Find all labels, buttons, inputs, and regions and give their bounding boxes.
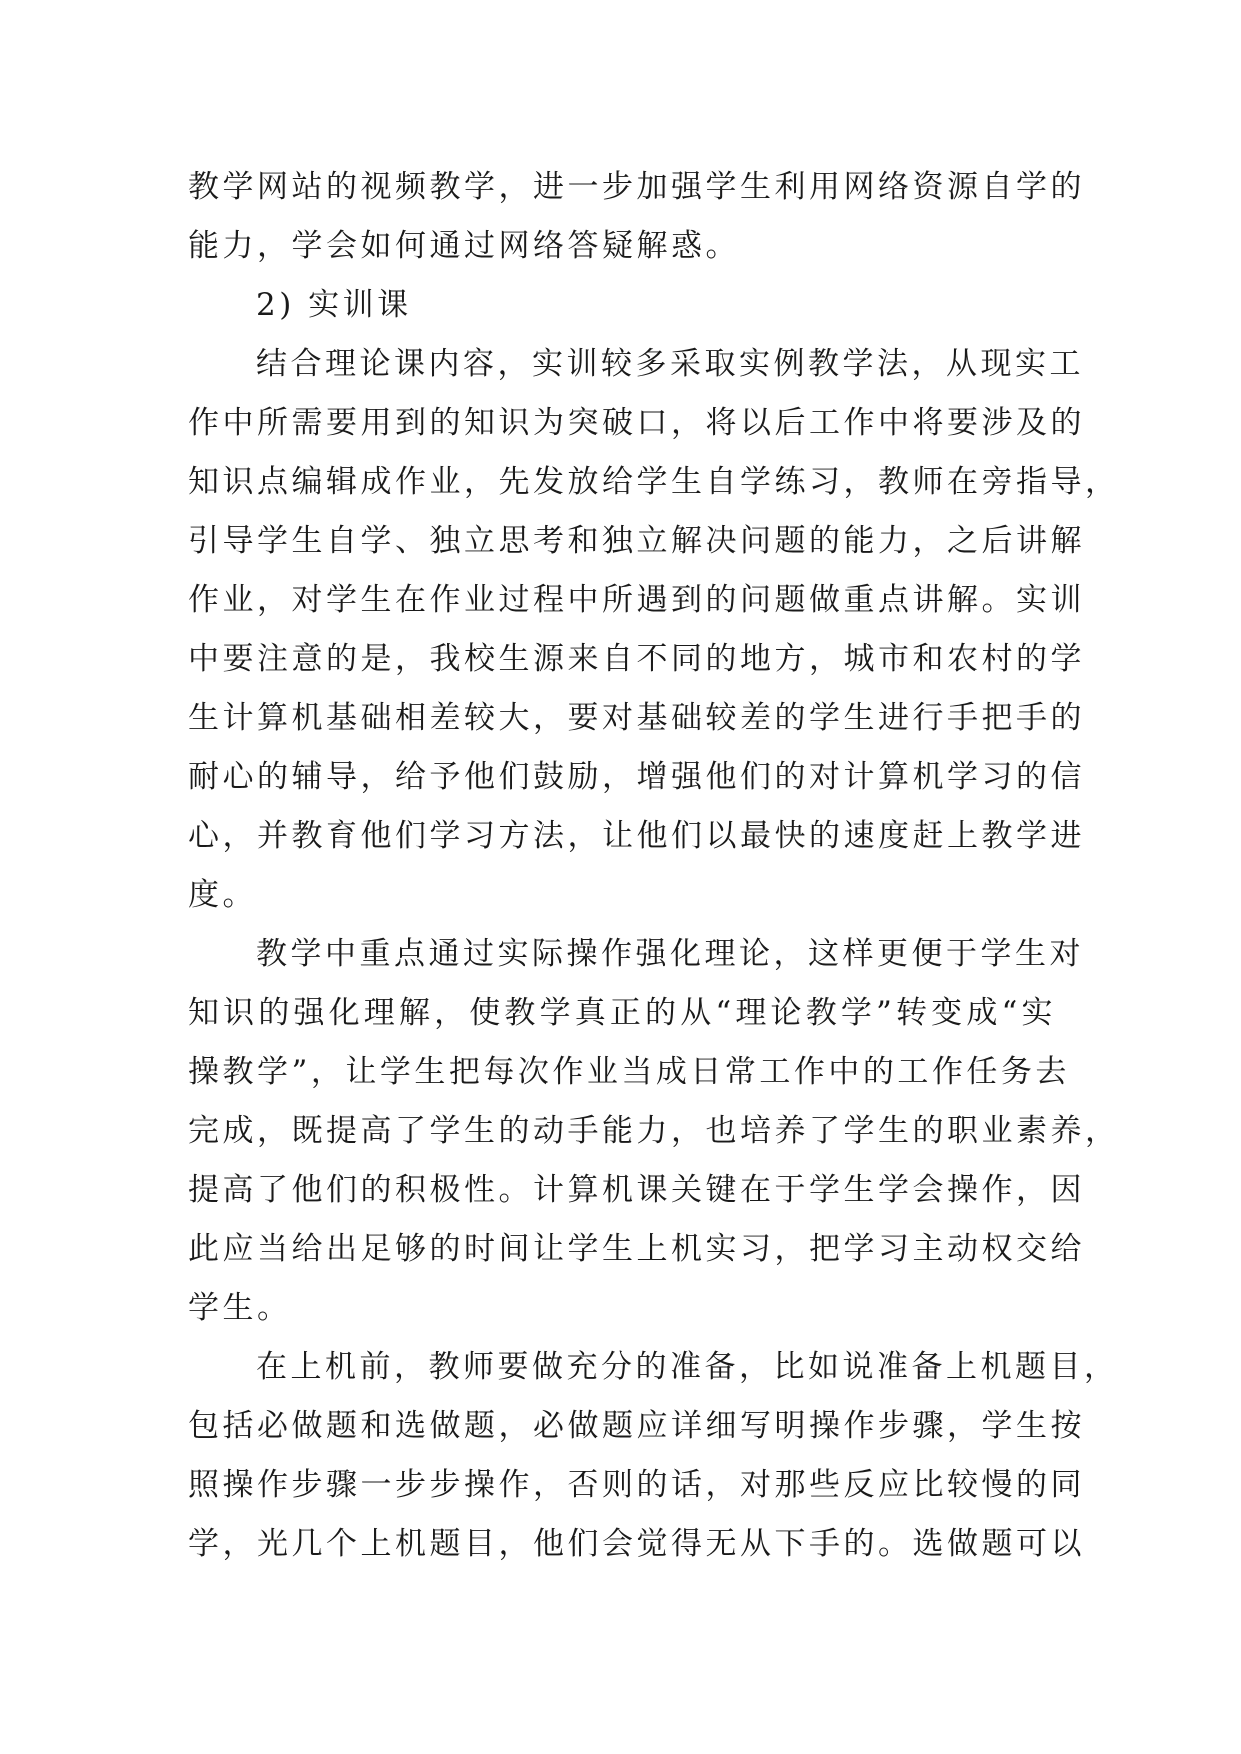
text-line: 引导学生自学、独立思考和独立解决问题的能力，之后讲解 <box>188 523 1085 559</box>
text-line: 在上机前，教师要做充分的准备，比如说准备上机题目， <box>256 1349 1119 1385</box>
text-line: 完成，既提高了学生的动手能力，也培养了学生的职业素养， <box>188 1113 1120 1149</box>
text-line: 提高了他们的积极性。计算机课关键在于学生学会操作，因 <box>188 1172 1085 1208</box>
text-line: 操教学”，让学生把每次作业当成日常工作中的工作任务去 <box>188 1054 1070 1090</box>
document-body <box>188 158 1120 1574</box>
section-heading: 2) 实训课 <box>256 287 412 323</box>
text-line: 生计算机基础相差较大，要对基础较差的学生进行手把手的 <box>188 700 1085 736</box>
text-line: 学生。 <box>188 1290 292 1326</box>
text-line: 度。 <box>188 877 257 913</box>
text-line: 作中所需要用到的知识为突破口，将以后工作中将要涉及的 <box>188 405 1085 441</box>
text-line: 中要注意的是，我校生源来自不同的地方，城市和农村的学 <box>188 641 1085 677</box>
text-line: 教学网站的视频教学，进一步加强学生利用网络资源自学的 <box>188 169 1085 205</box>
text-line: 结合理论课内容，实训较多采取实例教学法，从现实工 <box>256 346 1084 382</box>
text-line: 包括必做题和选做题，必做题应详细写明操作步骤，学生按 <box>188 1408 1085 1444</box>
text-line: 此应当给出足够的时间让学生上机实习，把学习主动权交给 <box>188 1231 1085 1267</box>
text-line: 知识点编辑成作业，先发放给学生自学练习，教师在旁指导， <box>188 464 1120 500</box>
text-line: 心，并教育他们学习方法，让他们以最快的速度赶上教学进 <box>188 818 1085 854</box>
text-line: 耐心的辅导，给予他们鼓励，增强他们的对计算机学习的信 <box>188 759 1085 795</box>
text-line: 学，光几个上机题目，他们会觉得无从下手的。选做题可以 <box>188 1526 1085 1562</box>
text-line: 教学中重点通过实际操作强化理论，这样更便于学生对 <box>256 936 1084 972</box>
text-line: 照操作步骤一步步操作，否则的话，对那些反应比较慢的同 <box>188 1467 1085 1503</box>
text-line: 知识的强化理解，使教学真正的从“理论教学”转变成“实 <box>188 995 1056 1031</box>
text-line: 能力，学会如何通过网络答疑解惑。 <box>188 228 740 264</box>
text-line: 作业，对学生在作业过程中所遇到的问题做重点讲解。实训 <box>188 582 1085 618</box>
